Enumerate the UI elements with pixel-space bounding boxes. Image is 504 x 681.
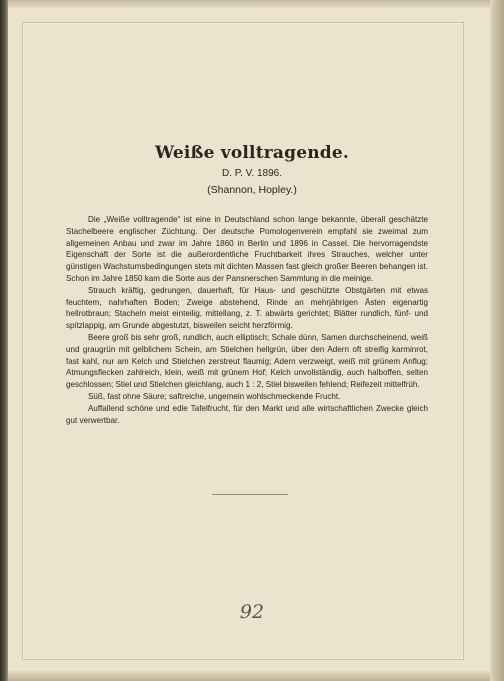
book-spine [0,0,8,681]
paragraph-history: Die „Weiße volltragende“ ist eine in Deutschland schon lange bekannte, überall geschätzte Stachelbeere englischer Züchtung. Der deutsche Pomologenverein empfahl sie zweimal zum allgemeinen Anbau und zwar im Jahre 1860 in Berlin und 1896 in Cassel. Die hervorragendste Eigenschaft der Sorte ist die außerordentliche Fruchtbarkeit ihres Strauches, welcher unter günstigen Wachstumsbedingungen stets mit dichten Massen fast gleich großer Beeren behangen ist. Schon im Jahre 1850 kam die Sorte aus der Pansnerschen Sammlung in die meinige. [66,215,428,283]
page-authors: (Shannon, Hopley.) [207,184,297,196]
page-edge-bottom [8,671,490,681]
page-edge-right [490,0,504,681]
page-title: Weiße volltragende. [154,143,350,163]
page-number: 92 [239,601,265,623]
body-text [66,214,428,426]
paragraph-shrub: Strauch kräftig, gedrungen, dauerhaft, für Haus- und geschützte Obstgärten mit etwas feuchtem, nahrhaften Boden; Zweige abstehend, Rinde an mehrjährigen Ästen eigenartig hellrotbraun; Stacheln meist einteilig, mittellang, z. T. abwärts gerichtet; Blätter rundlich, fünf- und spitzlappig, am Grunde abgestutzt, bisweilen seicht herzförmig. [66,285,428,331]
page-subtitle: D. P. V. 1896. [221,168,283,179]
paragraph-taste: Süß, fast ohne Säure; saftreiche, ungemein wohlschmeckende Frucht. [88,391,341,401]
paragraph-use: Auffallend schöne und edle Tafelfrucht, für den Markt und alle wirtschaftlichen Zwecke gleich gut verwertbar. [66,403,428,425]
page-edge-top [8,0,490,8]
paragraph-berry: Beere groß bis sehr groß, rundlich, auch elliptisch; Schale dünn, Samen durchscheinend, weiß und graugrün mit gelblichem Schein, am Stielchen hellgrün, über den Adern oft streifig karminrot, fast kahl, nur am Kelch und Stielchen zerstreut flaumig; Adern verzweigt, weiß mit grünem Anflug; Atmungsflecken zahlreich, klein, weiß mit grünem Hof; Kelch unvollständig, auch halboffen, selten geschlossen; Stiel und Stielchen gleichlang, auch 1 : 2, Stiel bisweilen fehlend; Reifezeit mittelfrüh. [66,332,428,390]
divider-rule [212,494,288,495]
